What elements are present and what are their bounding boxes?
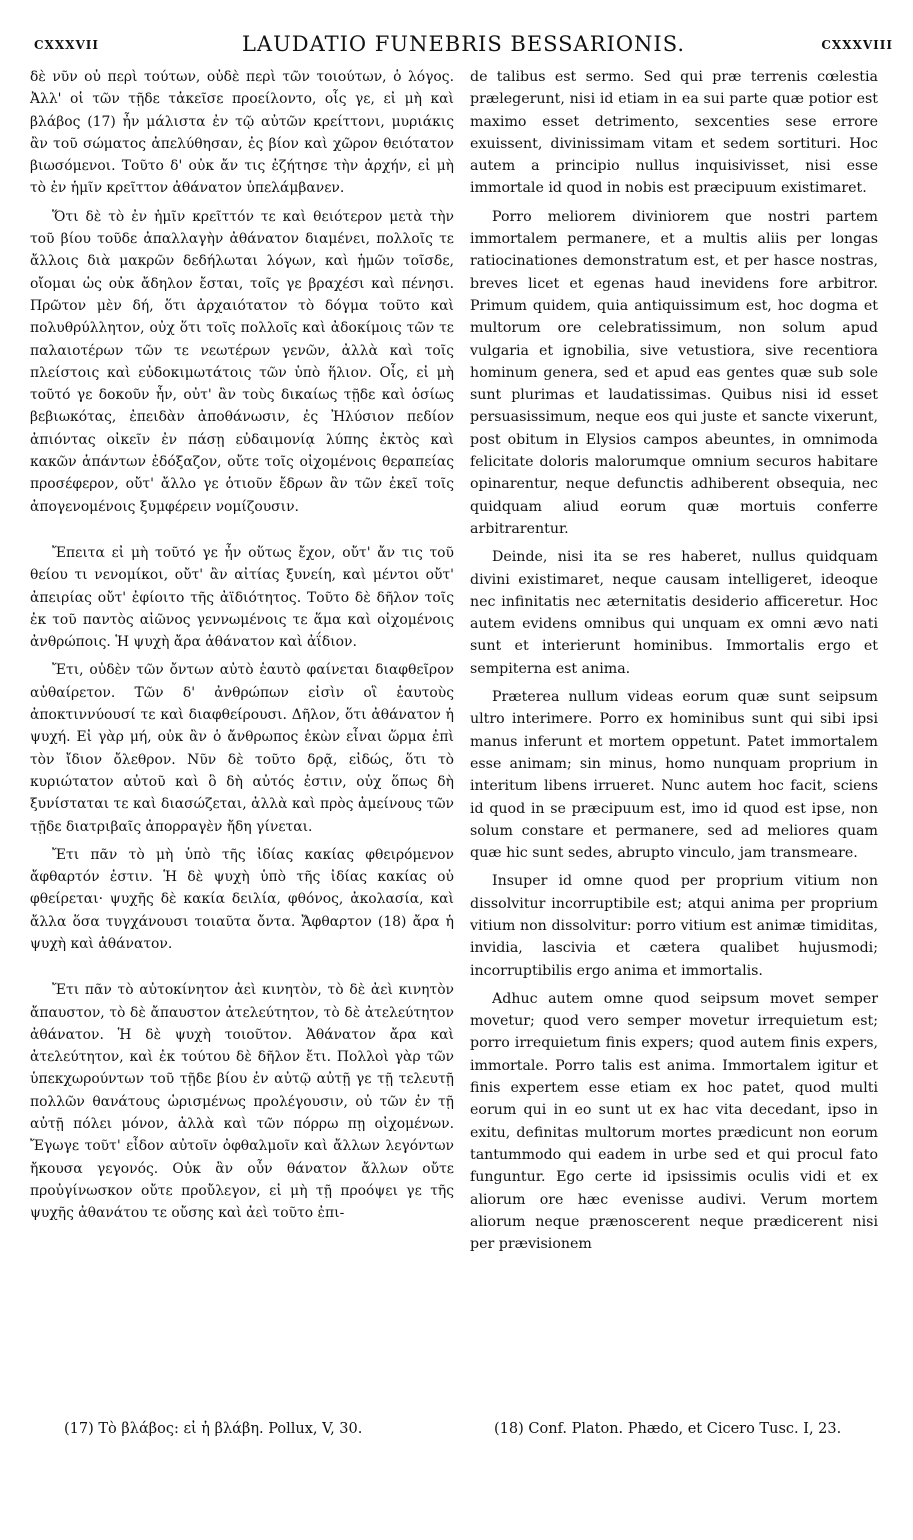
greek-paragraph: Ὅτι δὲ τὸ ἐν ἡμῖν κρεῖττόν τε καὶ θειότερον μετὰ τὴν τοῦ βίου τοῦδε ἀπαλλαγὴν ἀθάνατον διαμένει, πολλοῖς τε ἄλλοις διὰ μακρῶν δεδήλωται λόγων, καὶ ἡμῶν τοῖσδε, οἴομαι ὡς οὐκ ἄδηλον ἔσται, τοῖς γε βραχέσι καὶ πένησι. Πρῶτον μὲν δή, ὅτι ἀρχαιότατον τὸ δόγμα τοῦτο καὶ πολυθρύλλητον, οὐχ ὅτι τοῖς πολλοῖς καὶ ἀδοκίμοις τῶν τε παλαιοτέρων τῶν τε νεωτέρων γενῶν, ἀλλὰ καὶ τοῖς πλείστοις καὶ εὐδοκιμωτάτοις τῶν ὑπὸ ἥλιον. Οἷς, εἰ μὴ τοῦτό γε δοκοῦν ἦν, οὐτ' ἂν τοὺς δικαίως τῇδε καὶ ὁσίως βεβιωκότας, ἐπειδὰν ἀποθάνωσιν, ἐς Ἠλύσιον πεδίον ἀπιόντας οἰκεῖν ἐν πάσῃ εὐδαιμονίᾳ λύπης ἐκτὸς καὶ κακῶν ἁπάντων ἐδόξαζον, οὔτε τοῖς οἰχομένοις θεραπείας προσέφερον, οὔτ' ἄλλο γε ὁτιοῦν ἔδρων ἂν τῶν ἐκεῖ τοῖς ἀπογενομένοις ξυμφέρειν νομίζουσιν. — [30, 208, 454, 515]
latin-paragraph: Præterea nullum videas eorum quæ sunt seipsum ultro interimere. Porro ex hominibus sunt qui sibi ipsi manus inferunt et mortem oppetunt. Patet immortalem esse animam; sin minus, homo nunquam proprium in interitum libens irrueret. Nunc autem hoc facit, sciens id quod in se præcipuum est, imo id quod est ipse, non solum constare et permanere, sed ad meliores quam quæ hic sunt sedes, abrupto vinculo, jam transmeare. — [470, 689, 878, 862]
greek-paragraph: δὲ νῦν οὐ περὶ τούτων, οὐδὲ περὶ τῶν τοιούτων, ὁ λόγος. Ἀλλ' οἱ τῶν τῇδε τἀκεῖσε προείλοντο, οἷς γε, εἰ μὴ καὶ βλάβος (17) ἦν μάλιστα ἐν τῷ αὐτῶν κρείττονι, μυριάκις ἂν τοῦ σώματος ἀπελύθησαν, ἐς βίον καὶ χῶρον θειότατον βιωσόμενοι. Τοῦτο δ' οὐκ ἄν τις ἐζήτησε τὴν ἀρχήν, εἰ μὴ τὸ ἐν ἡμῖν κρεῖττον ἀθάνατον ὑπελάμβανεν. — [30, 69, 454, 197]
greek-column — [30, 66, 454, 1225]
latin-column — [470, 66, 878, 1255]
latin-paragraph: Deinde, nisi ita se res haberet, nullus quidquam divini existimaret, neque causam intelligeret, ideoque nec infinitatis nec æternitatis desiderio afficeretur. Hoc autem evidens omnibus qui unquam ex omni ævo nati sunt et interierunt hominibus. Immortalis ergo et sempiterna est anima. — [470, 549, 878, 677]
footnote-17: (17) Τὸ βλάβος: εἰ ἡ βλάβη. Pollux, V, 30. — [64, 1421, 363, 1437]
latin-paragraph: Insuper id omne quod per proprium vitium non dissolvitur incorruptibile est; atqui anima per proprium vitium non dissolvitur: porro vitium est animæ timiditas, invidia, lascivia et cætera qualibet hujusmodi; incorruptibilis ergo anima et immortalis. — [470, 873, 878, 979]
latin-paragraph: Adhuc autem omne quod seipsum movet semper movetur; quod vero semper movetur irrequietum est; porro irrequietum finis expers; quod autem finis expers, immortale. Porro talis est anima. Immortalem igitur et finis expertem esse etiam ex hoc patet, quod multi eorum qui in eo sunt ut ex hac vita decedant, ipso in exitu, definitas multorum mortes prædicunt non eorum tantummodo qui eadem in urbe sed et qui procul fato funguntur. Ego certe id ipsissimis oculis vidi et ex aliorum ore hæc evenisse audivi. Verum mortem aliorum neque prænoscerent neque prædicerent nisi per prævisionem — [470, 990, 878, 1253]
left-page-number: CXXXVII — [34, 38, 100, 52]
greek-paragraph: Ἔτι πᾶν τὸ μὴ ὑπὸ τῆς ἰδίας κακίας φθειρόμενον ἄφθαρτόν ἐστιν. Ἡ δὲ ψυχὴ ὑπὸ τῆς ἰδίας κακίας οὐ φθείρεται· ψυχῆς δὲ κακία δειλία, φθόνος, ἀκολασία, καὶ ἄλλα ὅσα τυγχάνουσι τοιαῦτα ὄντα. Ἄφθαρτον (18) ἄρα ἡ ψυχὴ καὶ ἀθάνατον. — [30, 846, 454, 952]
latin-paragraph: Porro meliorem diviniorem que nostri partem immortalem permanere, et a multis aliis per longas ratiocinationes demonstratum est, et per hasce nostras, breves licet et egenas haud inevidens fore arbitror. Primum quidem, quia antiquissimum est, hoc dogma et multorum ore celebratissimum, non solum apud vulgaria et ignobilia, sive vetustiora, sive recentiora hominum genera, sed et apud eas gentes quæ sub sole sunt plurimas et laudatissimas. Quibus nisi id esset persuasissimum, neque eos qui juste et sancte vixerunt, post obitum in Elysios campos abeuntes, in omnimoda felicitate doloris malorumque omnium securos habitare opinarentur, neque defunctis adhiberent obsequia, nec quidquam aliud eorum quæ mortuis conferre arbitrarentur. — [470, 208, 878, 537]
greek-paragraph: Ἔπειτα εἰ μὴ τοῦτό γε ἦν οὕτως ἔχον, οὔτ' ἄν τις τοῦ θείου τι νενομίκοι, οὔτ' ἂν αἰτίας ξυνείη, καὶ μέντοι οὔτ' ἀπειρίας οὔτ' ἐφίοιτο τῆς ἀϊδιότητος. Τοῦτο δὲ δῆλον τοῖς ἐκ τοῦ παντὸς αἰῶνος γεννωμένοις τε ἅμα καὶ οἰχομένοις ἀνθρώποις. Ἡ ψυχὴ ἄρα ἀθάνατον καὶ ἀΐδιον. — [30, 544, 454, 651]
greek-paragraph: Ἔτι πᾶν τὸ αὐτοκίνητον ἀεὶ κινητὸν, τὸ δὲ ἀεὶ κινητὸν ἄπαυστον, τὸ δὲ ἄπαυστον ἀτελεύτητον, τὸ δὲ ἀτελεύτητον ἀθάνατον. Ἡ δὲ ψυχὴ τοιοῦτον. Ἀθάνατον ἄρα καὶ ἀτελεύτητον, καὶ ἐκ τούτου δὲ δῆλον ἔτι. Πολλοὶ γὰρ τῶν ὑπεκχωρούντων τοῦ τῇδε βίου ἐν αὐτῷ αὐτῇ γε τῇ τελευτῇ πολλῶν θανάτους ὡρισμένως προλέγουσιν, οὐ τῶν ἐν τῇ αὐτῇ πόλει μόνον, ἀλλὰ καὶ τῶν πόρρω πῃ οἰχομένων. Ἔγωγε τοῦτ' εἶδον αὐτοῖν ὀφθαλμοῖν καὶ ἄλλων λεγόντων ἤκουσα γεγονός. Οὐκ ἂν οὖν θάνατον ἄλλων οὔτε προὐγίνωσκον οὔτε προὔλεγον, εἰ μὴ τῇ προόψει γε τῆς ψυχῆς ἀθανάτου τε οὔσης καὶ ἀεὶ τοῦτο ἐπι- — [30, 982, 454, 1222]
footnote-18: (18) Conf. Platon. Phædo, et Cicero Tusc. I, 23. — [494, 1421, 842, 1437]
running-title: LAUDATIO FUNEBRIS BESSARIONIS. — [241, 32, 686, 56]
running-header — [34, 32, 893, 58]
latin-paragraph: de talibus est sermo. Sed qui præ terrenis cœlestia prælegerunt, nisi id etiam in ea sui parte quæ potior est maximo esset detrimento, sexcenties sese errore exuissent, divinissimam vitam et sedem sortituri. Hoc autem a principio nullus inquisivisset, nisi esse immortale id quod in nobis est præcipuum existimaret. — [470, 69, 878, 197]
right-page-number: CXXXVIII — [821, 38, 893, 52]
greek-paragraph: Ἔτι, οὐδὲν τῶν ὄντων αὐτὸ ἑαυτὸ φαίνεται διαφθεῖρον αὐθαίρετον. Τῶν δ' ἀνθρώπων εἰσὶν οἳ ἑαυτοὺς ἀποκτιννύουσί τε καὶ διαφθείρουσι. Δῆλον, ὅτι ἀθάνατον ἡ ψυχή. Εἰ γὰρ μή, οὐκ ἂν ὁ ἄνθρωπος ἑκὼν εἶναι ὥρμα ἐπὶ τὸν ἴδιον ὄλεθρον. Νῦν δὲ τοῦτο δρᾷ, εἰδώς, ὅτι τὸ κυριώτατον αὐτοῦ καὶ ὃ δὴ αὐτός ἐστιν, οὐχ ὅπως δὴ ξυνίσταται τε καὶ διασώζεται, ἀλλὰ καὶ πρὸς ἀμείνους τῶν τῇδε διατριβαῖς ἀπορραγὲν ἤδη γίνεται. — [30, 662, 454, 835]
